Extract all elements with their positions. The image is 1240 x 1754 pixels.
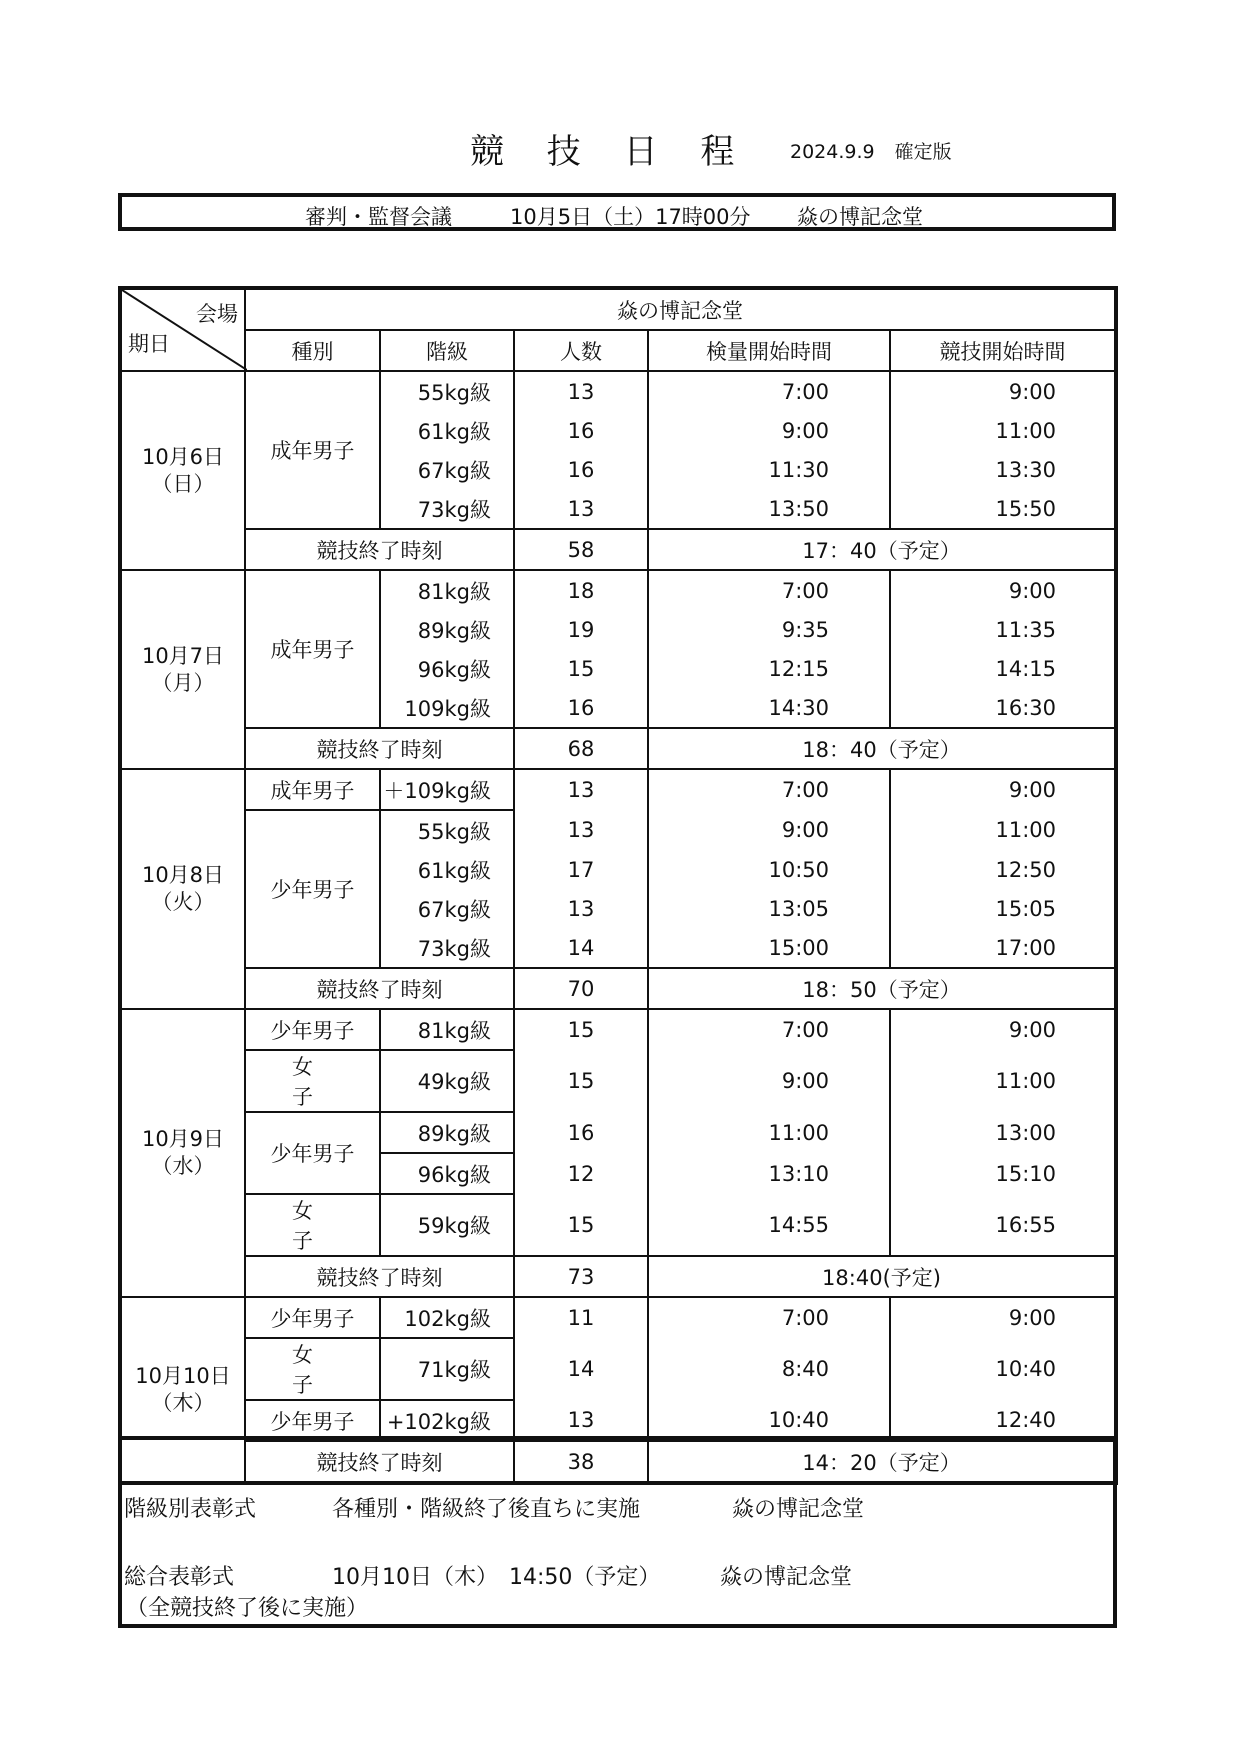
day-cell [120, 570, 245, 769]
count-cell: 15 [514, 1194, 648, 1256]
day-cell [120, 371, 245, 570]
corner-date-label: 期日 [128, 332, 170, 356]
start-cell: 12:50 [890, 850, 1116, 889]
end-time-label: 競技終了時刻 [245, 728, 514, 769]
total-count-cell: 68 [514, 728, 648, 769]
weigh-in-cell: 10:50 [648, 850, 890, 889]
weigh-in-cell: 9:00 [648, 411, 890, 450]
class-cell: 59kg級 [380, 1194, 514, 1256]
count-cell: 12 [514, 1153, 648, 1194]
class-cell: 89kg級 [380, 610, 514, 649]
category-cell: 女子 [245, 1050, 380, 1112]
end-time-label: 競技終了時刻 [245, 968, 514, 1009]
ceremony-box [118, 1436, 1117, 1628]
end-time-row [120, 968, 1116, 1009]
class-cell: 67kg級 [380, 450, 514, 489]
start-cell: 17:00 [890, 928, 1116, 968]
table-row [120, 371, 1116, 411]
table-row [120, 1400, 1116, 1441]
class-award-venue: 焱の博記念堂 [732, 1497, 865, 1522]
overall-award-timing: 10月10日（木） 14:50（予定） [332, 1565, 661, 1590]
table-row [120, 1194, 1116, 1256]
count-cell: 15 [514, 649, 648, 688]
start-cell: 9:00 [890, 570, 1116, 610]
day-weekday: （日） [151, 471, 215, 496]
start-cell: 16:55 [890, 1194, 1116, 1256]
class-cell: ＋109kg級 [380, 769, 514, 810]
start-cell: 11:00 [890, 1050, 1116, 1112]
category-cell: 成年男子 [245, 769, 380, 810]
weigh-in-cell: 11:00 [648, 1112, 890, 1153]
count-cell: 17 [514, 850, 648, 889]
overall-award-note: （全競技終了後に実施） [126, 1596, 369, 1621]
col-header-start: 競技開始時間 [890, 330, 1116, 371]
table-row [120, 769, 1116, 810]
end-time-row [120, 529, 1116, 570]
start-cell: 15:50 [890, 489, 1116, 529]
class-cell: 96kg級 [380, 649, 514, 688]
weigh-in-cell: 9:35 [648, 610, 890, 649]
category-cell: 少年男子 [245, 1009, 380, 1050]
category-cell: 少年男子 [245, 1112, 380, 1194]
count-cell: 13 [514, 1400, 648, 1441]
corner-venue-label: 会場 [196, 302, 238, 326]
weigh-in-cell: 7:00 [648, 1297, 890, 1338]
category-cell: 成年男子 [245, 570, 380, 728]
col-header-category: 種別 [245, 330, 380, 371]
end-time-cell: 17：40（予定） [648, 529, 1116, 570]
count-cell: 16 [514, 688, 648, 728]
count-cell: 18 [514, 570, 648, 610]
class-cell: 61kg級 [380, 411, 514, 450]
count-cell: 13 [514, 371, 648, 411]
count-cell: 13 [514, 889, 648, 928]
class-cell: 71kg級 [380, 1338, 514, 1400]
day-date: 10月6日 [141, 444, 225, 469]
class-cell: 96kg級 [380, 1153, 514, 1194]
class-cell: 55kg級 [380, 810, 514, 850]
end-time-label: 競技終了時刻 [245, 529, 514, 570]
class-cell: 67kg級 [380, 889, 514, 928]
class-cell: +102kg級 [380, 1400, 514, 1441]
table-row [120, 1297, 1116, 1338]
page-title: 競 技 日 程 [470, 132, 751, 172]
count-cell: 19 [514, 610, 648, 649]
meeting-venue: 焱の博記念堂 [797, 205, 923, 229]
day-date: 10月7日 [141, 643, 225, 668]
meeting-box [118, 193, 1116, 231]
date-stamp [790, 137, 952, 164]
count-cell: 14 [514, 1338, 648, 1400]
start-cell: 9:00 [890, 1009, 1116, 1050]
weigh-in-cell: 14:30 [648, 688, 890, 728]
weigh-in-cell: 7:00 [648, 371, 890, 411]
table-row [120, 570, 1116, 610]
end-time-label: 競技終了時刻 [245, 1441, 514, 1483]
count-cell: 16 [514, 450, 648, 489]
day-weekday: （月） [151, 670, 215, 695]
category-cell: 成年男子 [245, 371, 380, 529]
start-cell: 11:00 [890, 810, 1116, 850]
count-cell: 13 [514, 489, 648, 529]
count-cell: 11 [514, 1297, 648, 1338]
venue-header: 焱の博記念堂 [245, 288, 1116, 330]
count-cell: 13 [514, 810, 648, 850]
weigh-in-cell: 12:15 [648, 649, 890, 688]
day-cell [120, 1009, 245, 1297]
class-award-timing: 各種別・階級終了後直ちに実施 [332, 1497, 641, 1522]
category-cell: 女子 [245, 1194, 380, 1256]
class-cell: 49kg級 [380, 1050, 514, 1112]
weigh-in-cell: 8:40 [648, 1338, 890, 1400]
day-date: 10月8日 [141, 863, 225, 887]
table-row [120, 810, 1116, 850]
day-weekday: （火） [151, 890, 215, 914]
category-cell: 少年男子 [245, 1297, 380, 1338]
category-cell: 少年男子 [245, 810, 380, 968]
end-time-cell: 14：20（予定） [648, 1441, 1116, 1483]
weigh-in-cell: 7:00 [648, 570, 890, 610]
day-weekday: （水） [151, 1154, 215, 1178]
weigh-in-cell: 13:50 [648, 489, 890, 529]
count-cell: 13 [514, 769, 648, 810]
end-time-cell: 18：50（予定） [648, 968, 1116, 1009]
class-award-label: 階級別表彰式 [124, 1497, 257, 1522]
start-cell: 11:00 [890, 411, 1116, 450]
class-cell: 73kg級 [380, 489, 514, 529]
weigh-in-cell: 14:55 [648, 1194, 890, 1256]
weigh-in-cell: 7:00 [648, 769, 890, 810]
meeting-label: 審判・監督会議 [305, 205, 452, 229]
start-cell: 9:00 [890, 769, 1116, 810]
category-cell: 女子 [245, 1338, 380, 1400]
weigh-in-cell: 11:30 [648, 450, 890, 489]
day-date: 10月10日 [135, 1363, 231, 1388]
end-time-cell: 18：40（予定） [648, 728, 1116, 769]
start-cell: 11:35 [890, 610, 1116, 649]
weigh-in-cell: 13:10 [648, 1153, 890, 1194]
table-row [120, 1338, 1116, 1400]
meeting-datetime: 10月5日（土）17時00分 [510, 205, 751, 229]
end-time-row [120, 1256, 1116, 1297]
weigh-in-cell: 13:05 [648, 889, 890, 928]
start-cell: 9:00 [890, 371, 1116, 411]
col-header-class: 階級 [380, 330, 514, 371]
class-cell: 61kg級 [380, 850, 514, 889]
day-cell [120, 769, 245, 1009]
total-count-cell: 58 [514, 529, 648, 570]
start-cell: 13:00 [890, 1112, 1116, 1153]
count-cell: 16 [514, 1112, 648, 1153]
start-cell: 15:05 [890, 889, 1116, 928]
category-cell: 少年男子 [245, 1400, 380, 1441]
overall-award-label: 総合表彰式 [124, 1565, 235, 1590]
start-cell: 13:30 [890, 450, 1116, 489]
end-time-cell: 18:40(予定) [648, 1256, 1116, 1297]
weigh-in-cell: 15:00 [648, 928, 890, 968]
class-cell: 81kg級 [380, 570, 514, 610]
start-cell: 16:30 [890, 688, 1116, 728]
class-cell: 55kg級 [380, 371, 514, 411]
start-cell: 9:00 [890, 1297, 1116, 1338]
col-header-count: 人数 [514, 330, 648, 371]
count-cell: 15 [514, 1009, 648, 1050]
count-cell: 15 [514, 1050, 648, 1112]
header-row-columns [120, 330, 1116, 371]
start-cell: 10:40 [890, 1338, 1116, 1400]
table-row [120, 1112, 1116, 1153]
class-cell: 89kg級 [380, 1112, 514, 1153]
col-header-weigh-in: 検量開始時間 [648, 330, 890, 371]
table-row [120, 1050, 1116, 1112]
class-cell: 81kg級 [380, 1009, 514, 1050]
overall-award-venue: 焱の博記念堂 [720, 1565, 853, 1590]
end-time-row [120, 728, 1116, 769]
weigh-in-cell: 9:00 [648, 1050, 890, 1112]
count-cell: 14 [514, 928, 648, 968]
total-count-cell: 73 [514, 1256, 648, 1297]
class-cell: 109kg級 [380, 688, 514, 728]
total-count-cell: 70 [514, 968, 648, 1009]
count-cell: 16 [514, 411, 648, 450]
total-count-cell: 38 [514, 1441, 648, 1483]
start-cell: 15:10 [890, 1153, 1116, 1194]
corner-cell [120, 288, 245, 371]
start-cell: 14:15 [890, 649, 1116, 688]
weigh-in-cell: 9:00 [648, 810, 890, 850]
issue-date: 2024.9.9 [790, 141, 875, 163]
weigh-in-cell: 7:00 [648, 1009, 890, 1050]
header-row-venue [120, 288, 1116, 330]
day-weekday: （木） [151, 1390, 215, 1415]
start-cell: 12:40 [890, 1400, 1116, 1441]
day-date: 10月9日 [141, 1127, 225, 1151]
table-row [120, 1009, 1116, 1050]
class-cell: 102kg級 [380, 1297, 514, 1338]
version-label: 確定版 [894, 141, 952, 163]
schedule-table [118, 286, 1118, 1485]
weigh-in-cell: 10:40 [648, 1400, 890, 1441]
end-time-label: 競技終了時刻 [245, 1256, 514, 1297]
class-cell: 73kg級 [380, 928, 514, 968]
